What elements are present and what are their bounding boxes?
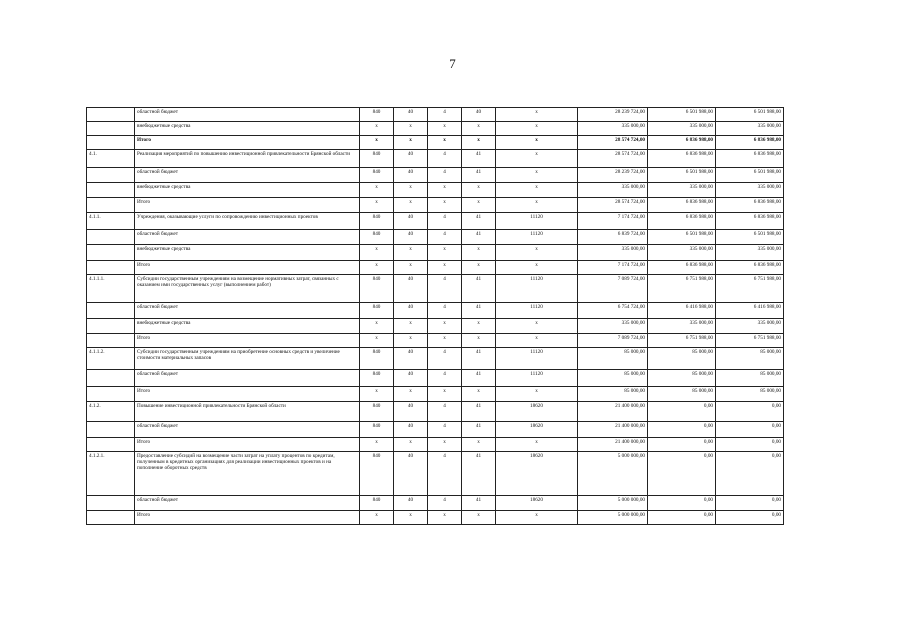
grbs-code-cell: 840 [360, 348, 394, 370]
row-number-cell [87, 496, 135, 511]
amount-year2-cell: 6 416 988,00 [648, 303, 716, 319]
expense-type-cell: 18620 [496, 452, 578, 496]
grbs-code-cell: 840 [360, 108, 394, 122]
row-number-cell: 4.1.1.1. [87, 275, 135, 303]
row-name-cell: областной бюджет [135, 108, 360, 122]
amount-year3-cell: 0,00 [716, 511, 784, 525]
row-name-cell: Учреждения, оказывающие услуги по сопровождению инвестиционных проектов [135, 213, 360, 230]
table-row [87, 213, 784, 230]
row-name-cell: Субсидии государственным учреждениям на приобретение основных средств и увеличение стоимости материальных запасов [135, 348, 360, 370]
amount-year2-cell: 6 836 988,00 [648, 213, 716, 230]
row-number-cell [87, 303, 135, 319]
expense-type-cell: х [496, 136, 578, 150]
target-article-cell: 41 [462, 230, 496, 245]
amount-year3-cell: 85 000,00 [716, 370, 784, 387]
row-number-cell [87, 261, 135, 275]
amount-year2-cell: 6 751 988,00 [648, 275, 716, 303]
row-number-cell [87, 245, 135, 261]
row-name-cell: областной бюджет [135, 168, 360, 183]
table-row [87, 511, 784, 525]
row-number-cell [87, 183, 135, 198]
subsection-code-cell: х [428, 319, 462, 334]
expense-type-cell: х [496, 183, 578, 198]
grbs-code-cell: 840 [360, 370, 394, 387]
grbs-code-cell: 840 [360, 402, 394, 422]
subsection-code-cell: 4 [428, 452, 462, 496]
target-article-cell: 41 [462, 348, 496, 370]
target-article-cell: х [462, 511, 496, 525]
section-code-cell: 40 [394, 496, 428, 511]
expense-type-cell: х [496, 245, 578, 261]
table-row [87, 348, 784, 370]
section-code-cell: х [394, 136, 428, 150]
subsection-code-cell: 4 [428, 303, 462, 319]
table-row [87, 275, 784, 303]
amount-year3-cell: 85 000,00 [716, 348, 784, 370]
row-number-cell [87, 422, 135, 438]
section-code-cell: 40 [394, 402, 428, 422]
page-number: 7 [449, 56, 456, 71]
row-name-cell: Итого [135, 136, 360, 150]
amount-year3-cell: 335 000,00 [716, 122, 784, 136]
expense-type-cell: х [496, 261, 578, 275]
expense-type-cell: х [496, 334, 578, 348]
grbs-code-cell: х [360, 198, 394, 213]
table-row [87, 387, 784, 402]
row-name-cell: областной бюджет [135, 422, 360, 438]
amount-year1-cell: 28 239 724,00 [578, 108, 648, 122]
amount-year1-cell: 5 000 000,00 [578, 511, 648, 525]
amount-year2-cell: 6 836 988,00 [648, 198, 716, 213]
amount-year2-cell: 6 501 988,00 [648, 168, 716, 183]
expense-type-cell: 11120 [496, 275, 578, 303]
amount-year2-cell: 85 000,00 [648, 370, 716, 387]
grbs-code-cell: х [360, 387, 394, 402]
row-number-cell: 4.1.1.2. [87, 348, 135, 370]
subsection-code-cell: 4 [428, 402, 462, 422]
expense-type-cell: х [496, 438, 578, 452]
target-article-cell: х [462, 438, 496, 452]
subsection-code-cell: 4 [428, 108, 462, 122]
grbs-code-cell: х [360, 183, 394, 198]
expense-type-cell: х [496, 122, 578, 136]
subsection-code-cell: х [428, 334, 462, 348]
row-number-cell [87, 334, 135, 348]
amount-year1-cell: 28 239 724,00 [578, 168, 648, 183]
grbs-code-cell: 840 [360, 230, 394, 245]
grbs-code-cell: х [360, 261, 394, 275]
row-name-cell: внебюджетные средства [135, 122, 360, 136]
section-code-cell: х [394, 183, 428, 198]
target-article-cell: 41 [462, 452, 496, 496]
row-number-cell [87, 108, 135, 122]
table-row [87, 452, 784, 496]
amount-year1-cell: 335 000,00 [578, 245, 648, 261]
row-number-cell [87, 438, 135, 452]
section-code-cell: х [394, 245, 428, 261]
target-article-cell: х [462, 334, 496, 348]
row-number-cell [87, 230, 135, 245]
amount-year3-cell: 0,00 [716, 496, 784, 511]
section-code-cell: х [394, 387, 428, 402]
amount-year2-cell: 6 836 988,00 [648, 261, 716, 275]
amount-year3-cell: 335 000,00 [716, 245, 784, 261]
expense-type-cell: 18620 [496, 422, 578, 438]
subsection-code-cell: х [428, 136, 462, 150]
amount-year1-cell: 85 000,00 [578, 387, 648, 402]
section-code-cell: х [394, 198, 428, 213]
amount-year3-cell: 6 836 988,00 [716, 198, 784, 213]
section-code-cell: 40 [394, 370, 428, 387]
target-article-cell: 41 [462, 496, 496, 511]
expense-type-cell: х [496, 387, 578, 402]
amount-year2-cell: 335 000,00 [648, 183, 716, 198]
amount-year3-cell: 85 000,00 [716, 387, 784, 402]
subsection-code-cell: х [428, 261, 462, 275]
amount-year1-cell: 21 400 000,00 [578, 438, 648, 452]
grbs-code-cell: 840 [360, 213, 394, 230]
amount-year2-cell: 0,00 [648, 438, 716, 452]
amount-year3-cell: 6 751 988,00 [716, 275, 784, 303]
amount-year2-cell: 335 000,00 [648, 245, 716, 261]
amount-year1-cell: 85 000,00 [578, 370, 648, 387]
table-row [87, 422, 784, 438]
amount-year3-cell: 6 501 988,00 [716, 108, 784, 122]
grbs-code-cell: 840 [360, 275, 394, 303]
amount-year2-cell: 335 000,00 [648, 122, 716, 136]
row-number-cell [87, 511, 135, 525]
amount-year1-cell: 335 000,00 [578, 183, 648, 198]
row-number-cell [87, 136, 135, 150]
expense-type-cell: 11120 [496, 348, 578, 370]
row-name-cell: внебюджетные средства [135, 319, 360, 334]
target-article-cell: 41 [462, 275, 496, 303]
target-article-cell: 41 [462, 370, 496, 387]
expense-type-cell: х [496, 150, 578, 168]
table-row [87, 150, 784, 168]
amount-year2-cell: 6 836 988,00 [648, 150, 716, 168]
section-code-cell: 40 [394, 452, 428, 496]
expense-type-cell: 11120 [496, 370, 578, 387]
expense-type-cell: 18620 [496, 496, 578, 511]
expense-type-cell: 11120 [496, 303, 578, 319]
row-name-cell: Итого [135, 334, 360, 348]
row-name-cell: Итого [135, 261, 360, 275]
row-name-cell: Предоставление субсидий на возмещение части затрат на уплату процентов по кредитам, полученным в кредитных организациях для реализации инвестиционных проектов и на пополнение оборотных средств [135, 452, 360, 496]
grbs-code-cell: х [360, 136, 394, 150]
amount-year1-cell: 5 000 000,00 [578, 496, 648, 511]
row-number-cell: 4.1.1. [87, 213, 135, 230]
expense-type-cell: 11120 [496, 213, 578, 230]
section-code-cell: 40 [394, 108, 428, 122]
target-article-cell: 41 [462, 213, 496, 230]
table-row [87, 438, 784, 452]
expense-type-cell: х [496, 168, 578, 183]
amount-year2-cell: 0,00 [648, 496, 716, 511]
row-name-cell: областной бюджет [135, 230, 360, 245]
amount-year1-cell: 28 574 724,00 [578, 198, 648, 213]
table-row [87, 319, 784, 334]
section-code-cell: х [394, 319, 428, 334]
expense-type-cell: х [496, 108, 578, 122]
target-article-cell: 40 [462, 108, 496, 122]
amount-year1-cell: 28 574 724,00 [578, 136, 648, 150]
amount-year1-cell: 7 089 724,00 [578, 334, 648, 348]
amount-year1-cell: 7 174 724,00 [578, 261, 648, 275]
target-article-cell: х [462, 122, 496, 136]
target-article-cell: 41 [462, 422, 496, 438]
amount-year1-cell: 335 000,00 [578, 122, 648, 136]
amount-year2-cell: 0,00 [648, 422, 716, 438]
target-article-cell: 41 [462, 150, 496, 168]
amount-year3-cell: 0,00 [716, 422, 784, 438]
section-code-cell: 40 [394, 230, 428, 245]
amount-year1-cell: 335 000,00 [578, 319, 648, 334]
amount-year1-cell: 5 000 000,00 [578, 452, 648, 496]
subsection-code-cell: 4 [428, 496, 462, 511]
amount-year2-cell: 335 000,00 [648, 319, 716, 334]
grbs-code-cell: х [360, 122, 394, 136]
row-name-cell: Реализация мероприятий по повышению инвестиционной привлекательности Брянской области [135, 150, 360, 168]
amount-year1-cell: 6 839 724,00 [578, 230, 648, 245]
subsection-code-cell: х [428, 122, 462, 136]
table-row [87, 245, 784, 261]
target-article-cell: 41 [462, 303, 496, 319]
row-number-cell: 4.1. [87, 150, 135, 168]
expense-type-cell: х [496, 511, 578, 525]
row-name-cell: Итого [135, 198, 360, 213]
table-row [87, 230, 784, 245]
grbs-code-cell: 840 [360, 168, 394, 183]
row-name-cell: внебюджетные средства [135, 245, 360, 261]
budget-table [86, 107, 784, 525]
amount-year3-cell: 6 751 988,00 [716, 334, 784, 348]
row-name-cell: областной бюджет [135, 496, 360, 511]
subsection-code-cell: 4 [428, 422, 462, 438]
expense-type-cell: х [496, 198, 578, 213]
target-article-cell: х [462, 183, 496, 198]
subsection-code-cell: х [428, 438, 462, 452]
target-article-cell: х [462, 387, 496, 402]
table-row [87, 168, 784, 183]
expense-type-cell: 18620 [496, 402, 578, 422]
amount-year2-cell: 0,00 [648, 402, 716, 422]
amount-year2-cell: 85 000,00 [648, 387, 716, 402]
section-code-cell: 40 [394, 168, 428, 183]
table-row [87, 108, 784, 122]
amount-year3-cell: 6 501 988,00 [716, 230, 784, 245]
grbs-code-cell: х [360, 245, 394, 261]
amount-year3-cell: 0,00 [716, 438, 784, 452]
amount-year3-cell: 6 501 988,00 [716, 168, 784, 183]
subsection-code-cell: х [428, 387, 462, 402]
section-code-cell: х [394, 334, 428, 348]
amount-year2-cell: 6 751 988,00 [648, 334, 716, 348]
grbs-code-cell: 840 [360, 452, 394, 496]
expense-type-cell: 11120 [496, 230, 578, 245]
table-row [87, 496, 784, 511]
section-code-cell: 40 [394, 303, 428, 319]
row-name-cell: областной бюджет [135, 370, 360, 387]
row-number-cell: 4.1.2. [87, 402, 135, 422]
section-code-cell: х [394, 438, 428, 452]
row-number-cell [87, 319, 135, 334]
subsection-code-cell: 4 [428, 370, 462, 387]
subsection-code-cell: 4 [428, 230, 462, 245]
row-number-cell [87, 198, 135, 213]
section-code-cell: х [394, 261, 428, 275]
table-row [87, 136, 784, 150]
amount-year3-cell: 6 416 988,00 [716, 303, 784, 319]
subsection-code-cell: 4 [428, 348, 462, 370]
section-code-cell: 40 [394, 150, 428, 168]
amount-year3-cell: 0,00 [716, 402, 784, 422]
table-row [87, 402, 784, 422]
subsection-code-cell: х [428, 245, 462, 261]
amount-year2-cell: 85 000,00 [648, 348, 716, 370]
target-article-cell: х [462, 136, 496, 150]
row-number-cell: 4.1.2.1. [87, 452, 135, 496]
section-code-cell: 40 [394, 275, 428, 303]
section-code-cell: 40 [394, 422, 428, 438]
amount-year2-cell: 6 501 988,00 [648, 230, 716, 245]
subsection-code-cell: 4 [428, 275, 462, 303]
section-code-cell: х [394, 511, 428, 525]
table-row [87, 334, 784, 348]
row-name-cell: Повышение инвестиционной привлекательности Брянской области [135, 402, 360, 422]
grbs-code-cell: 840 [360, 496, 394, 511]
grbs-code-cell: х [360, 511, 394, 525]
row-number-cell [87, 370, 135, 387]
target-article-cell: 41 [462, 402, 496, 422]
row-number-cell [87, 387, 135, 402]
amount-year3-cell: 6 836 988,00 [716, 150, 784, 168]
row-name-cell: Субсидии государственным учреждениям на возмещение нормативных затрат, связанных с оказанием ими государственных услуг (выполнением работ) [135, 275, 360, 303]
subsection-code-cell: 4 [428, 213, 462, 230]
subsection-code-cell: 4 [428, 168, 462, 183]
amount-year2-cell: 6 836 988,00 [648, 136, 716, 150]
table-row [87, 370, 784, 387]
grbs-code-cell: 840 [360, 422, 394, 438]
section-code-cell: 40 [394, 348, 428, 370]
amount-year2-cell: 6 501 988,00 [648, 108, 716, 122]
amount-year3-cell: 335 000,00 [716, 183, 784, 198]
amount-year1-cell: 7 174 724,00 [578, 213, 648, 230]
amount-year3-cell: 6 836 988,00 [716, 136, 784, 150]
row-number-cell [87, 122, 135, 136]
row-name-cell: Итого [135, 511, 360, 525]
amount-year3-cell: 0,00 [716, 452, 784, 496]
grbs-code-cell: х [360, 334, 394, 348]
subsection-code-cell: х [428, 198, 462, 213]
subsection-code-cell: х [428, 511, 462, 525]
amount-year1-cell: 28 574 724,00 [578, 150, 648, 168]
grbs-code-cell: х [360, 438, 394, 452]
expense-type-cell: х [496, 319, 578, 334]
table-row [87, 303, 784, 319]
amount-year1-cell: 21 400 000,00 [578, 402, 648, 422]
grbs-code-cell: 840 [360, 150, 394, 168]
amount-year2-cell: 0,00 [648, 452, 716, 496]
amount-year3-cell: 335 000,00 [716, 319, 784, 334]
row-name-cell: Итого [135, 438, 360, 452]
row-name-cell: областной бюджет [135, 303, 360, 319]
amount-year3-cell: 6 836 988,00 [716, 261, 784, 275]
row-name-cell: внебюджетные средства [135, 183, 360, 198]
table-row [87, 198, 784, 213]
subsection-code-cell: х [428, 183, 462, 198]
amount-year3-cell: 6 836 988,00 [716, 213, 784, 230]
grbs-code-cell: х [360, 319, 394, 334]
table-row [87, 261, 784, 275]
amount-year1-cell: 85 000,00 [578, 348, 648, 370]
amount-year1-cell: 21 400 000,00 [578, 422, 648, 438]
amount-year1-cell: 6 754 724,00 [578, 303, 648, 319]
amount-year2-cell: 0,00 [648, 511, 716, 525]
grbs-code-cell: 840 [360, 303, 394, 319]
amount-year1-cell: 7 089 724,00 [578, 275, 648, 303]
section-code-cell: 40 [394, 213, 428, 230]
row-name-cell: Итого [135, 387, 360, 402]
target-article-cell: х [462, 198, 496, 213]
section-code-cell: х [394, 122, 428, 136]
row-number-cell [87, 168, 135, 183]
target-article-cell: х [462, 319, 496, 334]
subsection-code-cell: 4 [428, 150, 462, 168]
table-row [87, 122, 784, 136]
target-article-cell: 41 [462, 168, 496, 183]
target-article-cell: х [462, 245, 496, 261]
table-row [87, 183, 784, 198]
target-article-cell: х [462, 261, 496, 275]
